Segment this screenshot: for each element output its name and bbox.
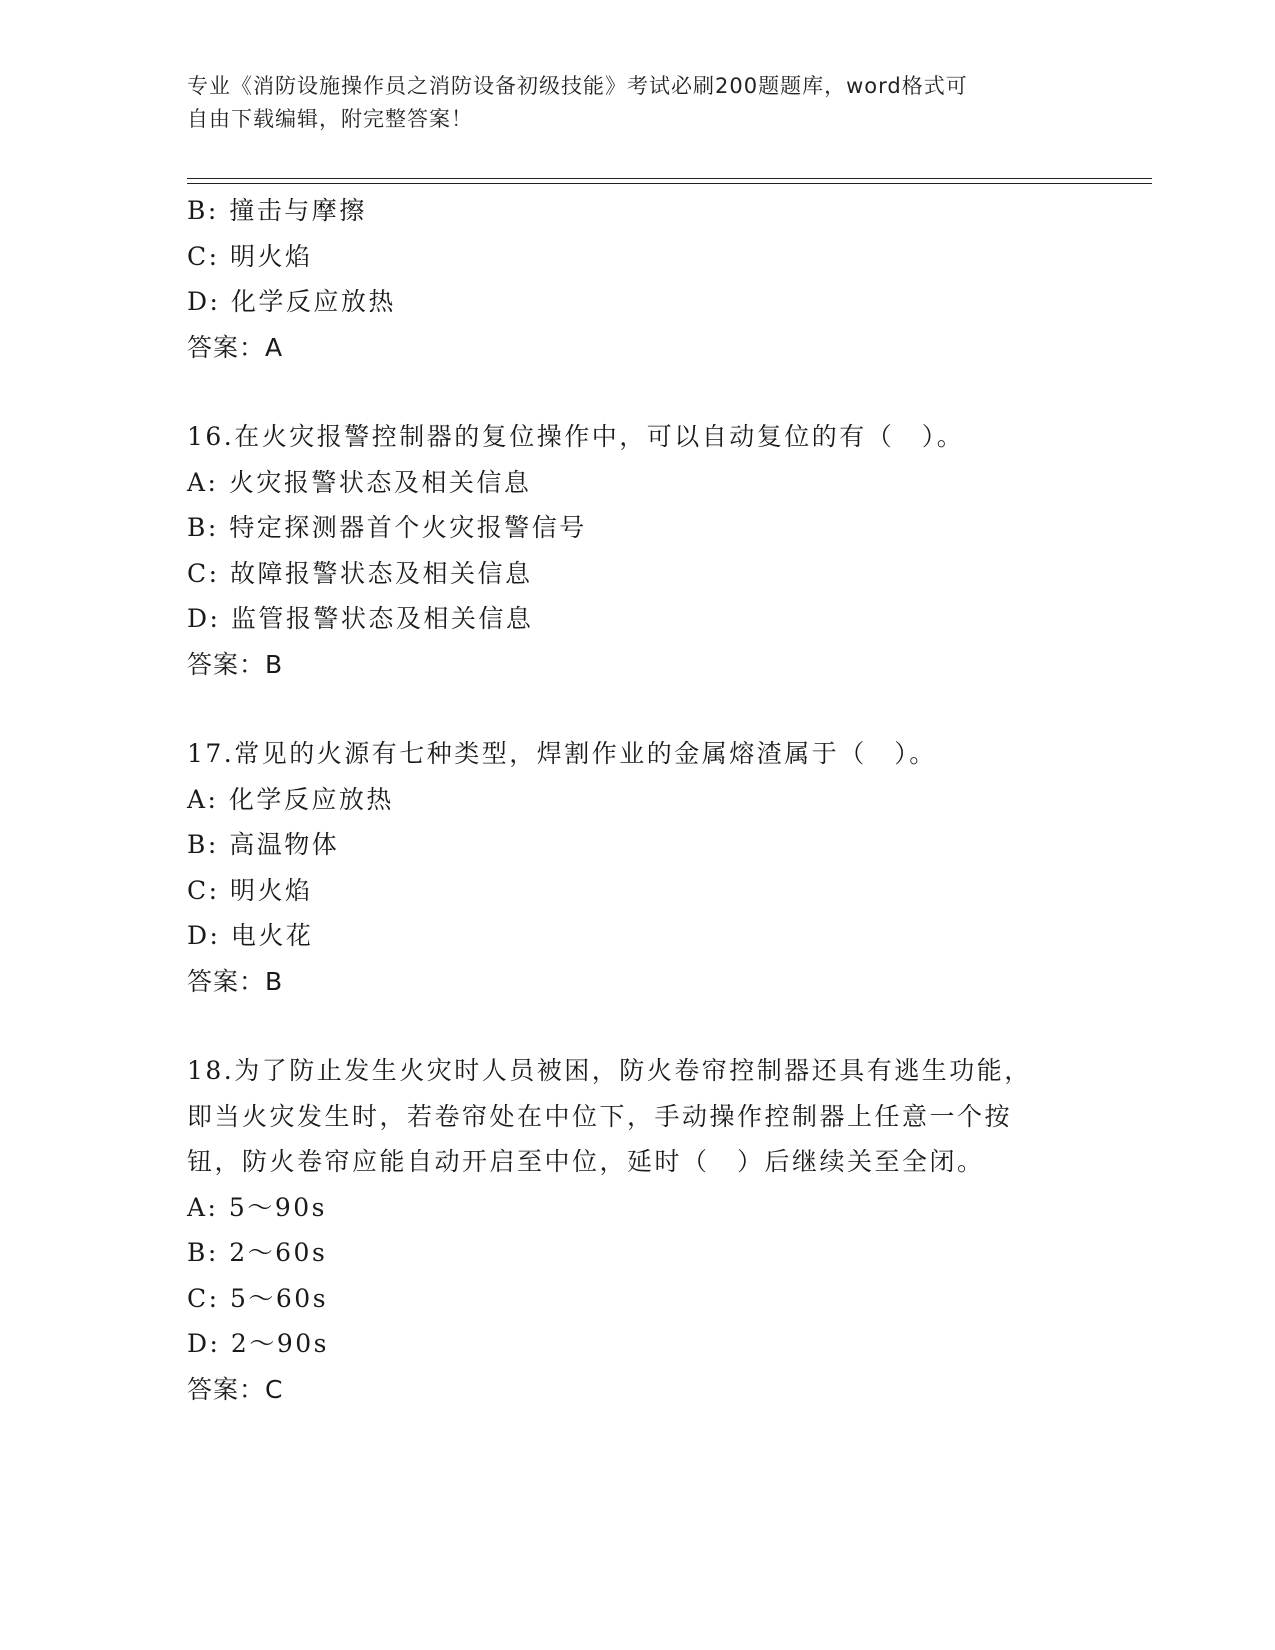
question-stem-line-3: 钮，防火卷帘应能自动开启至中位，延时（ ）后继续关至全闭。	[187, 1147, 985, 1176]
option-c: C: 5～60s	[187, 1283, 329, 1313]
option-d: D: 化学反应放热	[187, 287, 396, 316]
question-15-tail	[187, 188, 1087, 370]
header-line-2: 自由下载编辑，附完整答案！	[187, 107, 473, 131]
option-c: C: 明火焰	[187, 241, 313, 271]
spacer	[187, 687, 1087, 731]
answer: 答案：C	[187, 1374, 284, 1404]
question-stem-line-2: 即当火灾发生时，若卷帘处在中位下，手动操作控制器上任意一个按	[187, 1101, 1013, 1131]
option-c: C: 故障报警状态及相关信息	[187, 558, 533, 588]
question-stem: 16.在火灾报警控制器的复位操作中，可以自动复位的有（ ）。	[187, 422, 965, 451]
spacer	[187, 370, 1087, 414]
question-16	[187, 414, 1087, 687]
option-d: D: 2～90s	[187, 1329, 329, 1358]
answer: 答案：A	[187, 332, 284, 362]
option-d: D: 电火花	[187, 921, 314, 950]
spacer	[187, 1004, 1087, 1048]
question-stem-line-1: 18.为了防止发生火灾时人员被困，防火卷帘控制器还具有逃生功能，	[187, 1056, 1032, 1085]
answer: 答案：B	[187, 649, 284, 679]
option-c: C: 明火焰	[187, 875, 313, 905]
option-a: A: 5～90s	[187, 1192, 327, 1222]
option-b: B: 特定探测器首个火灾报警信号	[187, 513, 587, 542]
header-divider	[187, 178, 1152, 184]
option-b: B: 撞击与摩擦	[187, 196, 367, 225]
question-17	[187, 731, 1087, 1004]
option-a: A: 火灾报警状态及相关信息	[187, 467, 532, 497]
option-b: B: 高温物体	[187, 830, 340, 859]
question-18	[187, 1048, 1087, 1412]
answer: 答案：B	[187, 966, 284, 996]
question-stem: 17.常见的火源有七种类型，焊割作业的金属熔渣属于（ ）。	[187, 739, 937, 768]
option-a: A: 化学反应放热	[187, 784, 394, 814]
header-line-1: 专业《消防设施操作员之消防设备初级技能》考试必刷200题题库，word格式可	[187, 74, 968, 98]
option-b: B: 2～60s	[187, 1238, 328, 1267]
option-d: D: 监管报警状态及相关信息	[187, 604, 534, 633]
question-list	[187, 188, 1087, 1412]
page-header	[187, 70, 1067, 136]
